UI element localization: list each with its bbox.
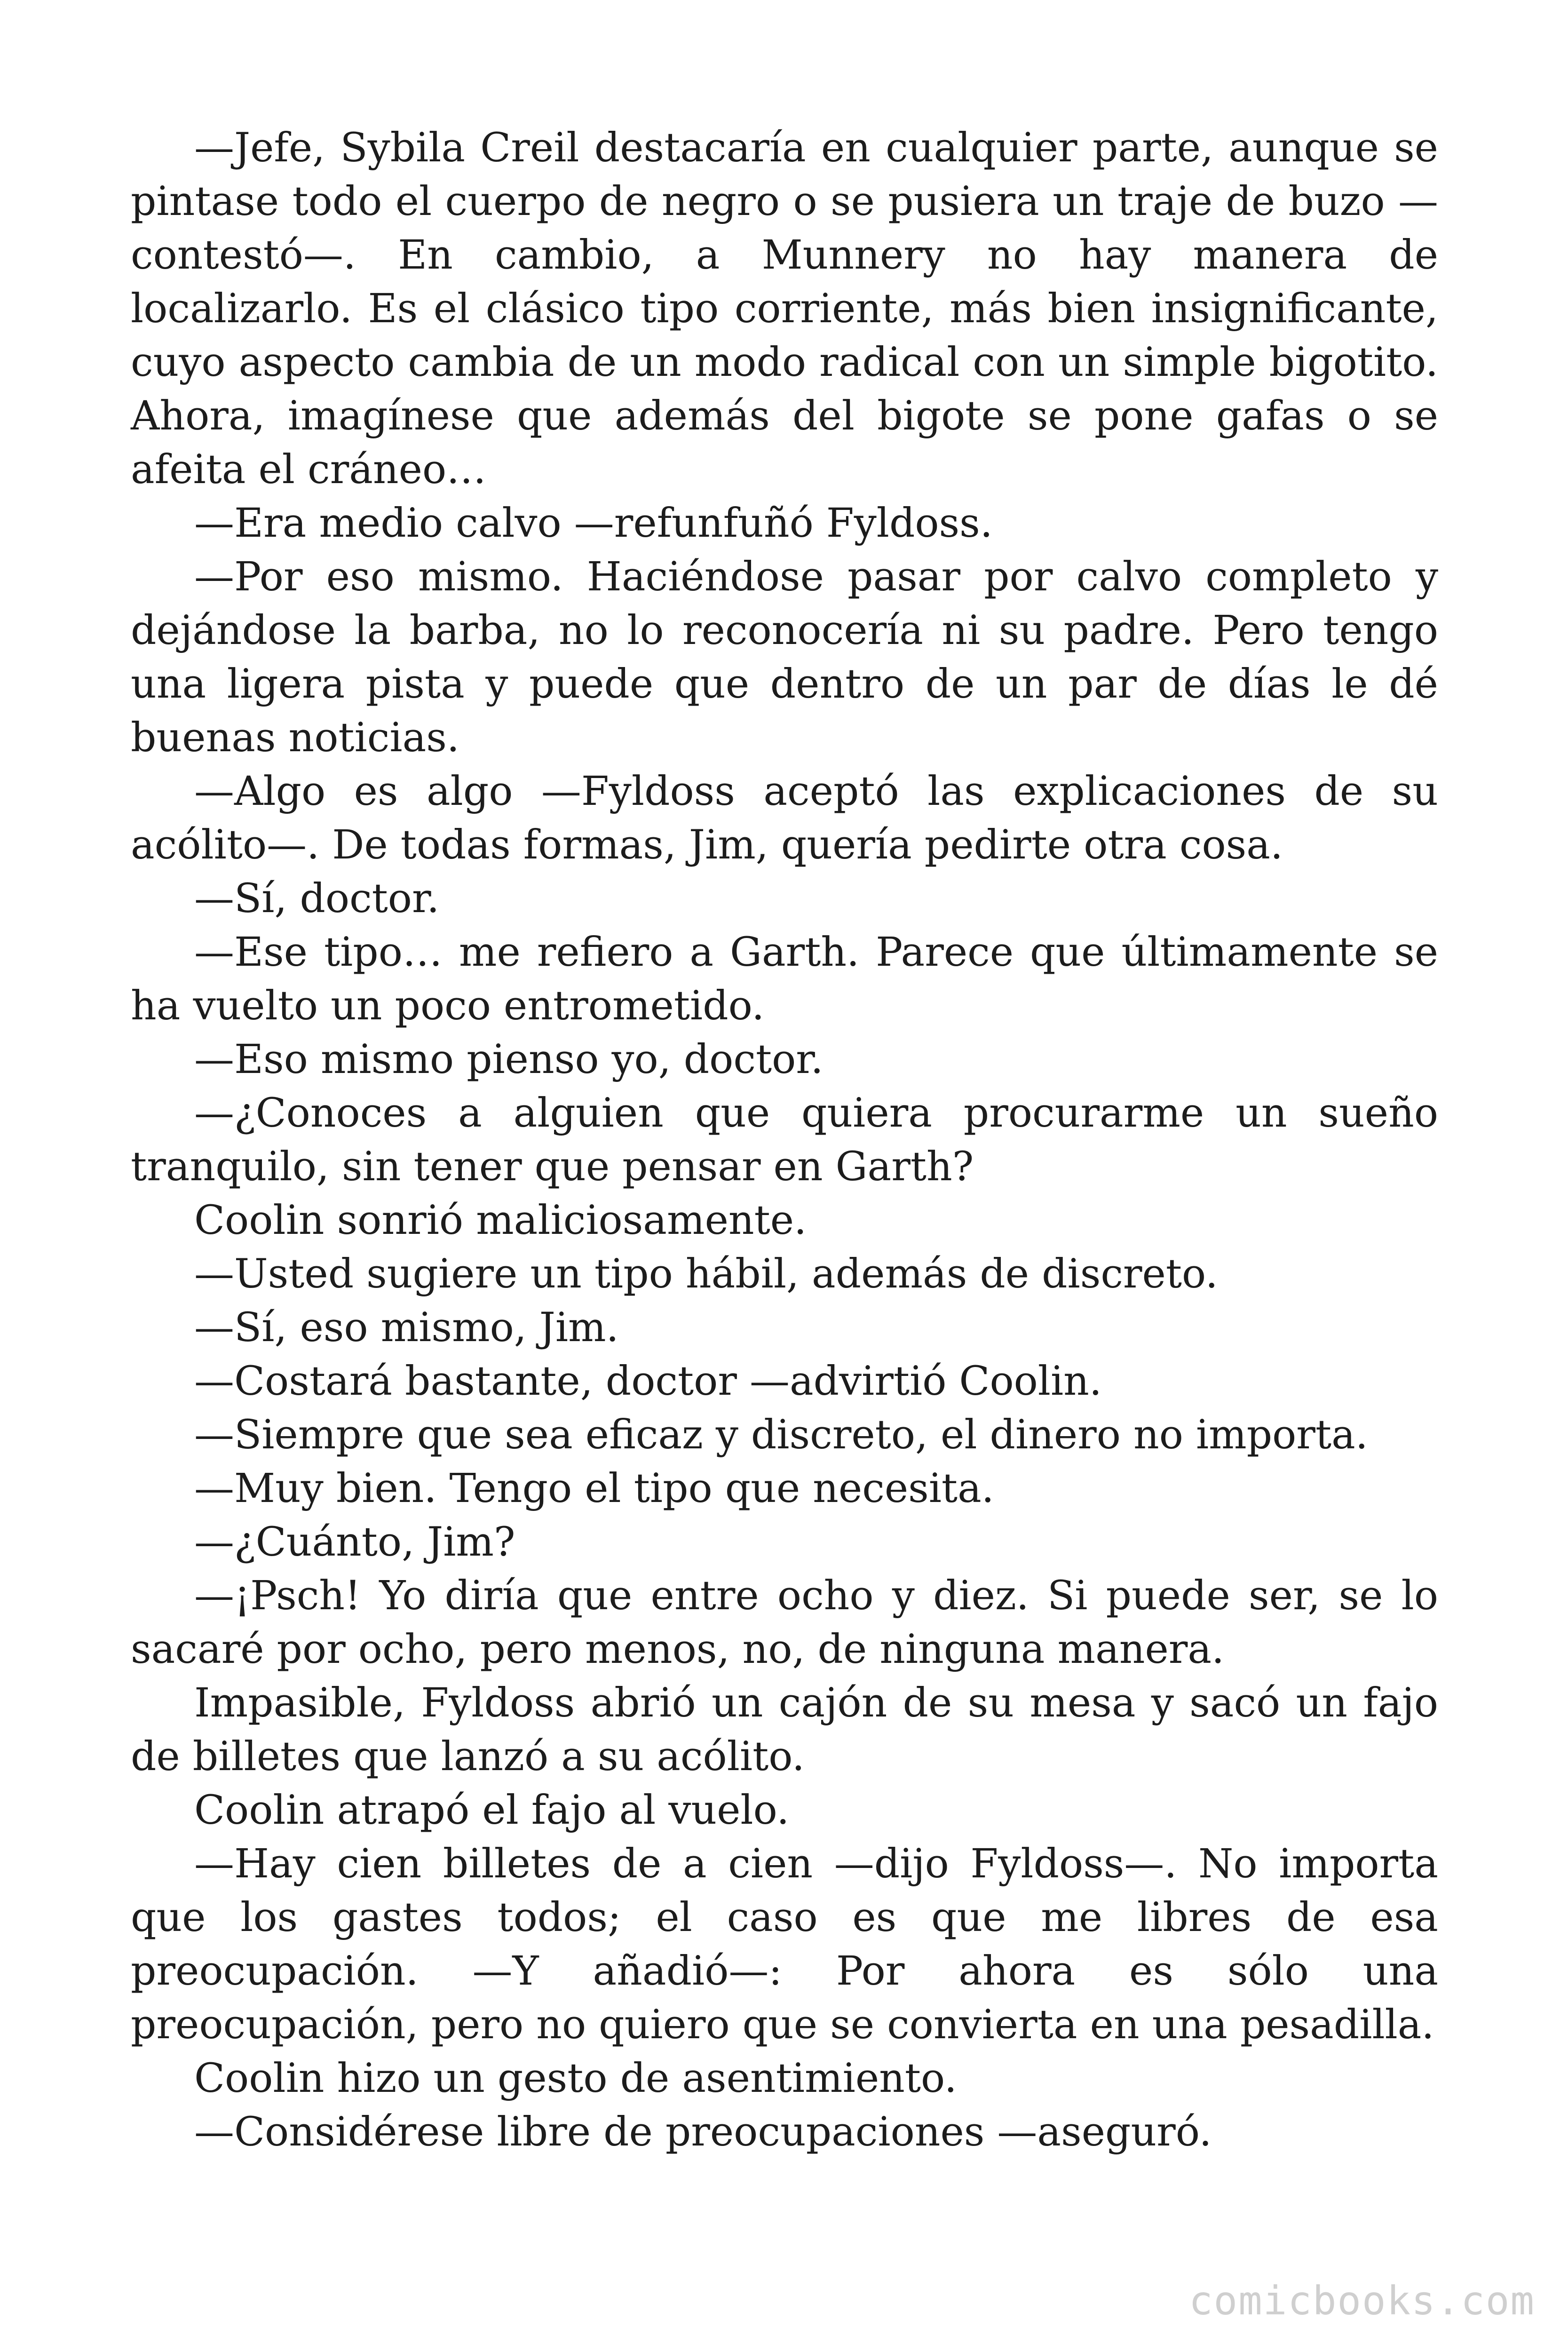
paragraph: —¡Psch! Yo diría que entre ocho y diez. Si puede ser, se lo sacaré por ocho, pero menos, no, de ninguna manera. xyxy=(131,1573,1438,1673)
paragraph: —Sí, doctor. xyxy=(194,875,440,922)
paragraph: —Jefe, Sybila Creil destacaría en cualquier parte, aunque se pintase todo el cuerpo de negro o se pusiera un traje de buzo —contestó—. En cambio, a Munnery no hay manera de localizarlo. Es el clásico tipo corriente, más bien insignificante, cuyo aspecto cambia de un modo radical con un simple bigotito. Ahora, imagínese que además del bigote se pone gafas o se afeita el cráneo… xyxy=(131,125,1438,493)
site-watermark: comicbooks.com xyxy=(1188,2278,1535,2324)
paragraph: —Siempre que sea eficaz y discreto, el dinero no importa. xyxy=(194,1412,1368,1458)
paragraph: —Usted sugiere un tipo hábil, además de discreto. xyxy=(194,1251,1218,1297)
paragraph: Coolin atrapó el fajo al vuelo. xyxy=(194,1787,790,1834)
paragraph: Impasible, Fyldoss abrió un cajón de su mesa y sacó un fajo de billetes que lanzó a su acólito. xyxy=(131,1680,1438,1780)
paragraph: —Considérese libre de preocupaciones —aseguró. xyxy=(194,2109,1212,2155)
paragraph: —Sí, eso mismo, Jim. xyxy=(194,1304,619,1351)
paragraph: Coolin sonrió maliciosamente. xyxy=(194,1197,807,1244)
paragraph: —Costará bastante, doctor —advirtió Coolin. xyxy=(194,1358,1102,1405)
body-text xyxy=(131,121,1438,2159)
paragraph: —Era medio calvo —refunfuñó Fyldoss. xyxy=(194,500,993,547)
paragraph: —Muy bien. Tengo el tipo que necesita. xyxy=(194,1465,994,1512)
paragraph: —¿Cuánto, Jim? xyxy=(194,1519,515,1565)
paragraph: —Eso mismo pienso yo, doctor. xyxy=(194,1036,824,1083)
paragraph: —Hay cien billetes de a cien —dijo Fyldoss—. No importa que los gastes todos; el caso es que me libres de esa preocupación. —Y añadió—: Por ahora es sólo una preocupación, pero no quiero que se convierta en una pesadilla. xyxy=(131,1841,1438,2048)
paragraph: —Ese tipo… me refiero a Garth. Parece que últimamente se ha vuelto un poco entrometido. xyxy=(131,929,1438,1029)
paragraph: —Por eso mismo. Haciéndose pasar por calvo completo y dejándose la barba, no lo reconocería ni su padre. Pero tengo una ligera pista y puede que dentro de un par de días le dé buenas noticias. xyxy=(131,554,1438,761)
paragraph: —¿Conoces a alguien que quiera procurarme un sueño tranquilo, sin tener que pensar en Garth? xyxy=(131,1090,1438,1190)
paragraph: Coolin hizo un gesto de asentimiento. xyxy=(194,2055,957,2102)
paragraph: —Algo es algo —Fyldoss aceptó las explicaciones de su acólito—. De todas formas, Jim, quería pedirte otra cosa. xyxy=(131,768,1438,868)
